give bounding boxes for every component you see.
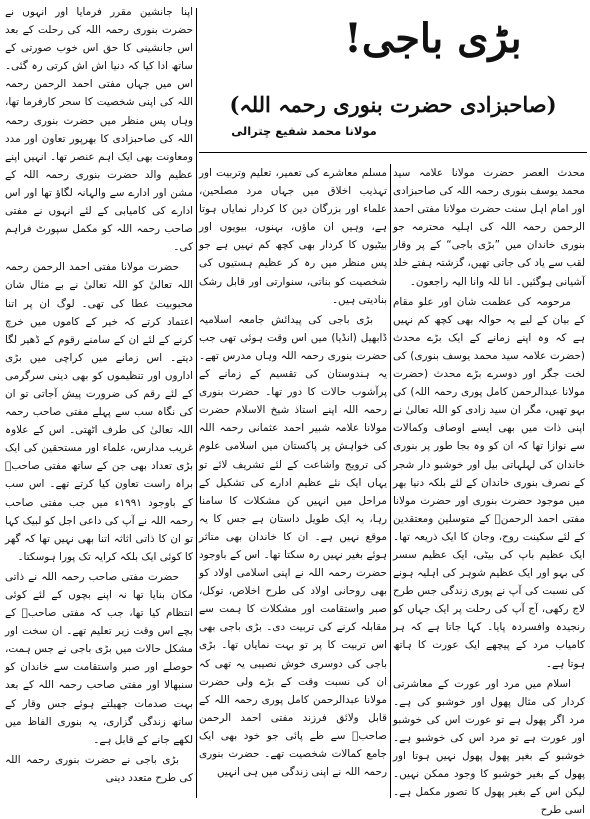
paragraph: اپنا جانشین مقرر فرمایا اور انہوں نے حضرت بنوری رحمہ اللہ کی رحلت کے بعد اس جانشینی کا حق اس خوب صورتی کے ساتھ ادا کیا کہ دنیا اش اش کرتی رہ گئی۔ اس میں جہاں مفتی احمد الرحمن رحمہ اللہ کی اپنی شخصیت کا سحر کارفرما تھا، وہاں پس منظر میں حضرت بنوری رحمہ اللہ کی صاحبزادی کا بھرپور تعاون اور مدد ومعاونت بھی ایک اہم عنصر تھا۔ انہیں اپنے عظیم والد حضرت بنوری رحمہ اللہ کے مشن اور ادارے سے والہانہ لگاؤ تھا اور اس ادارے کی کامیابی کے لئے انہوں نے مفتی صاحب رحمہ اللہ کو مکمل سپورٹ فراہم کی۔ — [5, 6, 193, 254]
paragraph: بڑی باجی نے حضرت بنوری رحمہ اللہ کی طرح متعدد دینی — [5, 753, 193, 784]
column-divider-right — [390, 164, 391, 798]
header-divider — [199, 152, 587, 153]
paragraph: مرحومہ کی عظمت شان اور علو مقام کے بیان کے لیے یہ حوالہ بھی کچھ کم نہیں ہے کہ وہ اپنے زمانے کے ایک بڑے محدث (حضرت علامہ سید محمد یوسف بنوری) کی لخت جگر اور دوسرے بڑے محدث (حضرت مولانا عبدالرحمن کامل پوری رحمہ اللہ) کی بہو تھیں، مگر ان سید زادی کو اللہ تعالیٰ نے اپنی ذات میں بھی ایسے اوصاف وکمالات سے نوازا تھا کہ ان کو وہ بجا طور پر بنوری خاندان کی لہلہاتی بیل اور خوشبو دار شجر کے نصرف بنوری خاندان کے لئے بلکہ دنیا بھر میں موجود حضرت بنوری اور حضرت مولانا مفتی احمد الرحمنؒ کے متوسلین ومعتقدین کے لئے سکینت روح، وجان کا ایک ذریعہ تھا۔ ایک عظیم باپ کی بیٹی، ایک عظیم سسر کی بہو اور ایک عظیم شوہر کی اہلیہ ہونے کی نسبت کی آپ نے پوری زندگی جس طرح لاج رکھی، آج آپ کی رحلت پر ایک جہاں کو رنجیدہ وافسردہ پایا۔ کہا جاتا ہے کہ ہر کامیاب مرد کے پیچھے ایک عورت کا ہاتھ ہوتا ہے۔ — [393, 295, 585, 670]
column-divider-left — [196, 8, 197, 798]
text-column-middle — [199, 164, 387, 798]
article-title: بڑی باجی! — [344, 15, 522, 62]
paragraph: مسلم معاشرے کی تعمیر، تعلیم وتربیت اور تہذیب اخلاق میں جہاں مرد مصلحین، علماء اور بزرگان دین کا کردار نمایاں ہوتا ہے، وہیں ان ماؤں، بہنوں، بیویوں اور بیٹیوں کا کردار بھی کچھ کم نہیں ہے جو پس منظر میں رہ کر عظیم ہستیوں کی شخصیت کو بناتی، سنوارتی اور قابل رشک بنادیتی ہیں۔ — [199, 167, 387, 306]
paragraph: حضرت مولانا مفتی احمد الرحمن رحمہ اللہ تعالیٰ کو اللہ تعالیٰ نے بے مثال شان محبوبیت عطا کی تھی۔ لوگ ان پر اتنا اعتماد کرتے کہ خیر کے کاموں میں خرچ کرنے کے لئے ان کے سامنے رقوم کے ڈھیر لگا دیتے۔ اس زمانے میں کراچی میں بڑی اداروں اور تنظیموں کو بھی دینی سرگرمی کے لئے رقم کی ضرورت پیش آجاتی تو ان کی نگاہ سب سے پہلے مفتی صاحب رحمہ اللہ تعالیٰ کی طرف اٹھتی۔ اس کے علاوہ غریب مدارس، علماء اور مستحقین کی ایک بڑی تعداد بھی جن کے ساتھ مفتی صاحبؒ براہ راست تعاون کیا کرتے تھے۔ اس سب کے باوجود ۱۹۹۱ء میں جب مفتی صاحب رحمہ اللہ نے آپ کی داعی اجل کو لبیک کہا تو ان کا ذاتی اثاثہ اتنا بھی نہیں تھا کہ گھر کا کوئی ایک بلکہ کرایہ تک پورا ہوسکتا۔ — [5, 261, 193, 563]
text-column-right — [393, 164, 585, 817]
article-header — [199, 4, 587, 162]
paragraph: حضرت مفتی صاحب رحمہ اللہ نے ذاتی مکان بنایا تھا نہ اپنے بچوں کے لئے کوئی انتظام کیا تھا، جب کہ مفتی صاحبؒ کے بچے اس وقت زیر تعلیم تھے۔ ان سخت اور مشکل حالات میں بڑی باجی نے جس ہمت، حوصلے اور صبر واستقامت سے خاندان کو سنبھالا اور مفتی صاحب رحمہ اللہ کے بعد بہت صدمات جھیلتے ہوئے جس وقار کے ساتھ زندگی گزاری، یہ بنوری الفاظ میں لکھے جانے کے قابل ہے۔ — [5, 570, 193, 746]
article-byline: مولانا محمد شفیع چترالی — [231, 124, 377, 138]
paragraph: بڑی باجی کی پیدائش جامعہ اسلامیہ ڈابھیل (انڈیا) میں اس وقت ہوئی تھی جب حضرت بنوری رحمہ اللہ وہاں مدرس تھے۔ یہ ہندوستان کی تقسیم کے زمانے کے پرآشوب حالات کا دور تھا۔ حضرت بنوری رحمہ اللہ اپنے استاذ شیخ الاسلام حضرت مولانا علامہ شبیر احمد عثمانی رحمہ اللہ کی خواہش پر پاکستان میں اسلامی علوم کی ترویج واشاعت کے لئے تشریف لائے تو یہاں ایک نئے عظیم ادارے کی تشکیل کے مراحل میں انہیں کن مشکلات کا سامنا رہا، یہ ایک طویل داستان ہے جس کا یہ موقع نہیں ہے۔ ان کا خاندان بھی متاثر ہوئے بغیر نہیں رہ سکتا تھا۔ اس کے باوجود حضرت رحمہ اللہ نے اپنی اسلامی اولاد کو بھی روحانی اولاد کی طرح اخلاص، توکل، صبر واستقامت اور مشکلات کا ہمت سے مقابلہ کرنے کی تربیت دی۔ بڑی باجی بھی اس تربیت کا پر تو بہت نمایاں تھا۔ بڑی باجی کی دوسری خوش نصیبی یہ تھی کہ ان کی نسبت وقت کے بڑے ولی حضرت مولانا عبدالرحمن کامل پوری رحمہ اللہ کے قابل ولائق فرزند مفتی احمد الرحمن صاحبؒ سے طے پائی جو خود بھی ایک جامع کمالات شخصیت تھے۔ حضرت بنوری رحمہ اللہ نے اپنی زندگی میں ہی انہیں — [199, 313, 387, 779]
text-column-left — [5, 3, 193, 798]
article-subtitle: (صاحبزادی حضرت بنوری رحمہ اللہ) — [229, 92, 557, 117]
paragraph: اسلام میں مرد اور عورت کے معاشرتی کردار کی مثال پھول اور خوشبو کی ہے۔ مرد اگر پھول ہے تو عورت اس کی خوشبو اور عورت ہے تو مرد اس کی خوشبو ہے۔ خوشبو کے بغیر پھول پھول نہیں ہوتا اور پھول کے بغیر خوشبو کا وجود ممکن نہیں۔ لیکن اس کے بغیر پھول کا تصور مکمل ہے۔ اسی طرح — [393, 677, 585, 817]
paragraph: محدث العصر حضرت مولانا علامہ سید محمد یوسف بنوری رحمہ اللہ کی صاحبزادی اور امام اہل سنت حضرت مولانا مفتی احمد الرحمن رحمہ اللہ کی اہلیہ محترمہ جو بنوری خاندان میں ”بڑی باجی“ کے پر وقار لقب سے یاد کی جاتی تھیں، گزشتہ ہفتے خلد آشیانی ہوگئیں۔ انا للہ وانا الیہ راجعون۔ — [393, 167, 585, 288]
